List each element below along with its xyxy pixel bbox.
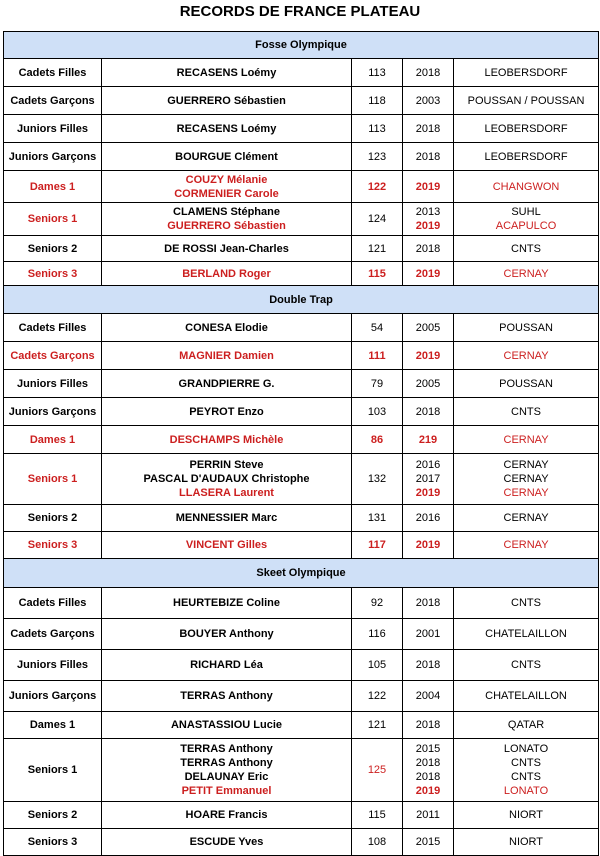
name-cell: RECASENS Loémy [102,59,352,87]
year-cell: 2005 [403,314,454,342]
category-cell: Seniors 2 [4,505,102,532]
score-cell: 54 [352,314,403,342]
year-cell: 2015 [403,829,454,856]
category-cell: Dames 1 [4,712,102,739]
category-cell: Dames 1 [4,426,102,454]
year-cell: 2018 [403,59,454,87]
category-cell: Seniors 1 [4,203,102,236]
table-row [4,87,599,115]
score-cell: 116 [352,619,403,650]
place-cell: CERNAY [454,532,599,559]
place-cell: CERNAY [454,426,599,454]
category-cell: Juniors Filles [4,650,102,681]
score-cell: 125 [352,739,403,802]
year-cell: 2001 [403,619,454,650]
name-cell: BOUYER Anthony [102,619,352,650]
place-cell: POUSSAN / POUSSAN [454,87,599,115]
place-cell: LEOBERSDORF [454,143,599,171]
score-cell: 121 [352,236,403,262]
category-cell: Dames 1 [4,171,102,203]
score-cell: 105 [352,650,403,681]
category-cell: Cadets Filles [4,59,102,87]
record-holder: GUERRERO Sébastien [167,220,286,232]
place-cell: CNTS [454,236,599,262]
category-cell: Juniors Filles [4,370,102,398]
place-cell: NIORT [454,829,599,856]
record-holder: LLASERA Laurent [179,487,274,499]
category-cell: Seniors 1 [4,739,102,802]
score-cell: 122 [352,171,403,203]
name-cell: DE ROSSI Jean-Charles [102,236,352,262]
year-cell: 219 [403,426,454,454]
score-cell: 118 [352,87,403,115]
section-title: Skeet Olympique [4,559,599,588]
category-cell: Juniors Filles [4,115,102,143]
record-holder: CORMENIER Carole [174,187,279,200]
year-cell: 2016 [403,505,454,532]
place-cell [454,739,599,802]
score-cell: 131 [352,505,403,532]
place-cell: POUSSAN [454,370,599,398]
record-holder: TERRAS Anthony [180,743,273,755]
year-cell: 2018 [403,143,454,171]
name-cell: GRANDPIERRE G. [102,370,352,398]
year-cell: 2018 [403,236,454,262]
table-row [4,426,599,454]
name-cell: BERLAND Roger [102,262,352,286]
place-cell: LEOBERSDORF [454,115,599,143]
year-cell [403,203,454,236]
table-row [4,454,599,505]
score-cell: 108 [352,829,403,856]
table-row [4,59,599,87]
year-cell: 2018 [403,398,454,426]
score-cell: 79 [352,370,403,398]
place-cell: NIORT [454,802,599,829]
year-cell: 2018 [403,115,454,143]
year-cell: 2018 [403,712,454,739]
record-place: SUHL [511,206,541,218]
category-cell: Juniors Garçons [4,398,102,426]
category-cell: Juniors Garçons [4,143,102,171]
category-cell: Cadets Garçons [4,342,102,370]
section-header-row [4,32,599,59]
category-cell: Seniors 3 [4,829,102,856]
place-cell: CERNAY [454,505,599,532]
record-year: 2018 [415,757,441,769]
record-holder: DELAUNAY Eric [184,771,269,783]
place-cell: CNTS [454,588,599,619]
section-header-row [4,559,599,588]
record-place: CNTS [511,757,541,769]
record-holder: COUZY Mélanie [185,173,268,186]
table-row [4,650,599,681]
year-cell [403,739,454,802]
name-cell: HOARE Francis [102,802,352,829]
table-row [4,262,599,286]
record-year: 2015 [415,743,441,755]
place-cell: LEOBERSDORF [454,59,599,87]
name-cell: TERRAS Anthony [102,681,352,712]
score-cell: 122 [352,681,403,712]
record-place: CNTS [511,771,541,783]
table-row [4,588,599,619]
section-title: Double Trap [4,286,599,314]
name-cell [102,171,352,203]
place-cell: CNTS [454,650,599,681]
score-cell: 115 [352,262,403,286]
place-cell [454,454,599,505]
name-cell: DESCHAMPS Michèle [102,426,352,454]
category-cell: Seniors 2 [4,802,102,829]
score-cell: 113 [352,59,403,87]
table-row [4,314,599,342]
category-cell: Seniors 3 [4,532,102,559]
place-cell: QATAR [454,712,599,739]
year-cell: 2011 [403,802,454,829]
record-year: 2013 [415,206,441,218]
record-year: 2017 [415,473,441,485]
category-cell: Cadets Garçons [4,87,102,115]
category-cell: Cadets Filles [4,314,102,342]
year-cell: 2005 [403,370,454,398]
category-cell: Cadets Garçons [4,619,102,650]
year-cell: 2019 [403,171,454,203]
place-cell [454,203,599,236]
record-year: 2019 [415,785,441,797]
name-cell [102,454,352,505]
name-cell: PEYROT Enzo [102,398,352,426]
table-row [4,829,599,856]
score-cell: 113 [352,115,403,143]
section-header-row [4,286,599,314]
name-cell: GUERRERO Sébastien [102,87,352,115]
name-cell [102,739,352,802]
year-cell: 2018 [403,650,454,681]
score-cell: 103 [352,398,403,426]
category-cell: Seniors 2 [4,236,102,262]
table-row [4,712,599,739]
year-cell: 2019 [403,262,454,286]
name-cell [102,203,352,236]
record-place: LONATO [503,785,549,797]
record-holder: PETIT Emmanuel [181,785,272,797]
section-title: Fosse Olympique [4,32,599,59]
record-place: LONATO [503,743,549,755]
record-holder: PASCAL D'AUDAUX Christophe [143,473,310,485]
score-cell: 86 [352,426,403,454]
record-year: 2018 [415,771,441,783]
place-cell: CHATELAILLON [454,681,599,712]
place-cell: CNTS [454,398,599,426]
year-cell: 2018 [403,588,454,619]
category-cell: Seniors 1 [4,454,102,505]
place-cell: POUSSAN [454,314,599,342]
name-cell: VINCENT Gilles [102,532,352,559]
table-row [4,143,599,171]
name-cell: ANASTASSIOU Lucie [102,712,352,739]
table-row [4,342,599,370]
score-cell: 124 [352,203,403,236]
record-place: CERNAY [503,459,549,471]
score-cell: 115 [352,802,403,829]
table-row [4,203,599,236]
table-row [4,398,599,426]
table-row [4,681,599,712]
record-holder: TERRAS Anthony [180,757,273,769]
year-cell: 2019 [403,342,454,370]
year-cell: 2004 [403,681,454,712]
name-cell: MENNESSIER Marc [102,505,352,532]
place-cell: CHANGWON [454,171,599,203]
table-row [4,619,599,650]
record-place: ACAPULCO [495,220,557,232]
record-year: 2019 [415,487,441,499]
category-cell: Cadets Filles [4,588,102,619]
score-cell: 117 [352,532,403,559]
place-cell: CERNAY [454,262,599,286]
score-cell: 123 [352,143,403,171]
records-table [3,31,599,856]
name-cell: MAGNIER Damien [102,342,352,370]
name-cell: RICHARD Léa [102,650,352,681]
category-cell: Juniors Garçons [4,681,102,712]
name-cell: RECASENS Loémy [102,115,352,143]
record-year: 2019 [415,220,441,232]
place-cell: CERNAY [454,342,599,370]
table-row [4,739,599,802]
category-cell: Seniors 3 [4,262,102,286]
name-cell: CONESA Elodie [102,314,352,342]
record-place: CERNAY [503,487,549,499]
table-row [4,802,599,829]
record-holder: CLAMENS Stéphane [173,206,280,218]
table-row [4,171,599,203]
year-cell: 2019 [403,532,454,559]
table-row [4,505,599,532]
record-place: CERNAY [503,473,549,485]
table-row [4,370,599,398]
score-cell: 132 [352,454,403,505]
score-cell: 121 [352,712,403,739]
table-row [4,115,599,143]
name-cell: HEURTEBIZE Coline [102,588,352,619]
score-cell: 111 [352,342,403,370]
year-cell [403,454,454,505]
name-cell: ESCUDE Yves [102,829,352,856]
name-cell: BOURGUE Clément [102,143,352,171]
table-row [4,236,599,262]
table-row [4,532,599,559]
record-year: 2016 [415,459,441,471]
place-cell: CHATELAILLON [454,619,599,650]
year-cell: 2003 [403,87,454,115]
record-holder: PERRIN Steve [189,459,264,471]
score-cell: 92 [352,588,403,619]
page-title: RECORDS DE FRANCE PLATEAU [179,3,421,20]
